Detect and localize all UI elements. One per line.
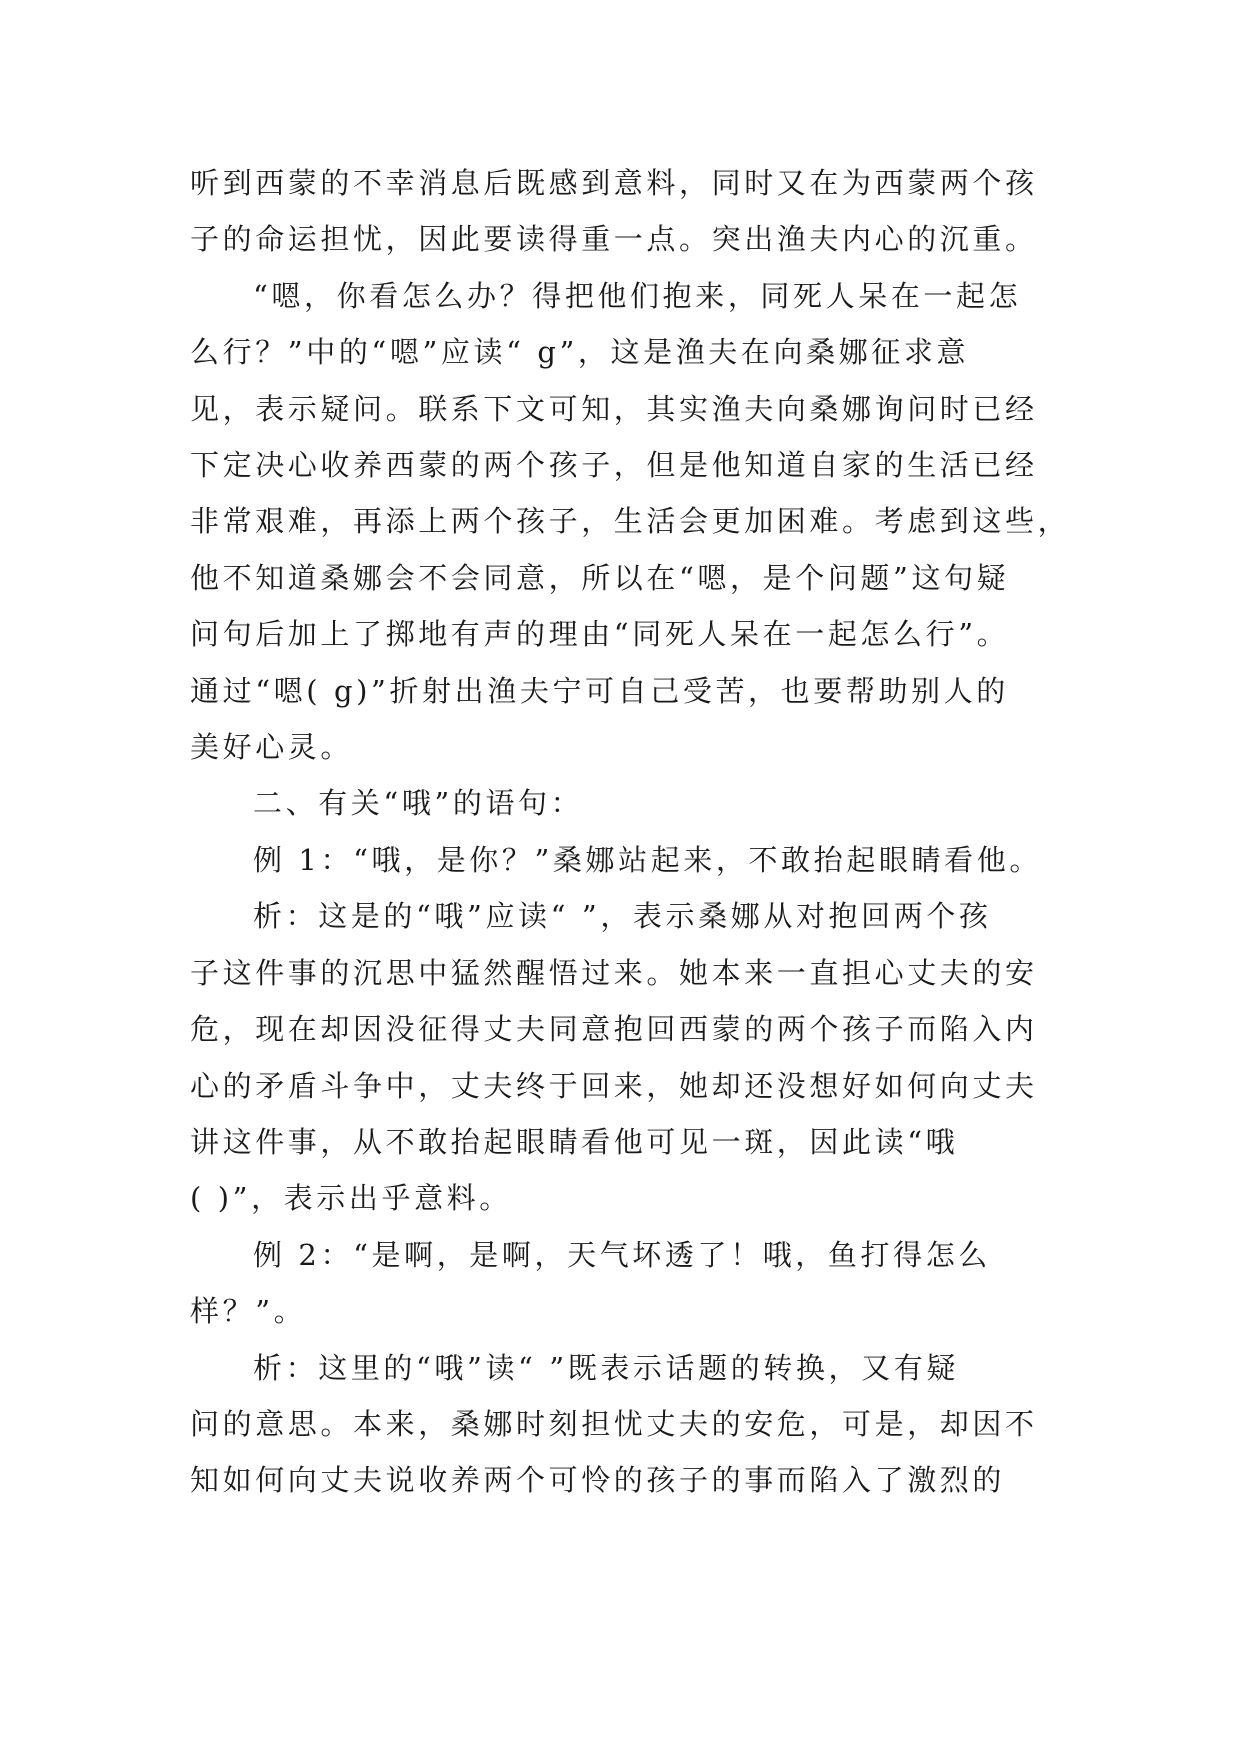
text-line: 听到西蒙的不幸消息后既感到意料，同时又在为西蒙两个孩 <box>190 166 1038 200</box>
text-line: 他不知道桑娜会不会同意，所以在“嗯，是个问题”这句疑 <box>190 560 1010 595</box>
text-line: 见，表示疑问。联系下文可知，其实渔夫向桑娜询问时已经 <box>190 391 1038 426</box>
text-line: ( )”，表示出乎意料。 <box>190 1181 512 1216</box>
text-line: 例 1：“哦，是你？”桑娜站起来，不敢抬起眼睛看他。 <box>253 842 1042 877</box>
document-body <box>190 155 1071 1509</box>
text-line: 析：这是的“哦”应读“ ”，表示桑娜从对抱回两个孩 <box>253 899 992 934</box>
text-line: 下定决心收养西蒙的两个孩子，但是他知道自家的生活已经 <box>190 448 1038 483</box>
text-line: 讲这件事，从不敢抬起眼睛看他可见一斑，因此读“哦 <box>190 1124 959 1159</box>
text-line: 通过“嗯( g)”折射出渔夫宁可自己受苦，也要帮助别人的 <box>190 673 1009 708</box>
text-line: 非常艰难，再添上两个孩子，生活会更加困难。考虑到这些， <box>190 504 1071 539</box>
text-line: 问句后加上了掷地有声的理由“同死人呆在一起怎么行”。 <box>190 617 1010 652</box>
text-line: 例 2：“是啊，是啊，天气坏透了！哦，鱼打得怎么 <box>253 1237 991 1272</box>
text-line: 子这件事的沉思中猛然醒悟过来。她本来一直担心丈夫的安 <box>190 955 1038 990</box>
text-line: 样？”。 <box>190 1294 307 1329</box>
text-line: 美好心灵。 <box>190 730 354 765</box>
text-line: 么行？”中的“嗯”应读“ g”，这是渔夫在向桑娜征求意 <box>190 335 970 370</box>
text-line: 问的意思。本来，桑娜时刻担忧丈夫的安危，可是，却因不 <box>190 1406 1038 1441</box>
section-heading: 二、有关“哦”的语句： <box>253 786 584 821</box>
text-line: 子的命运担忧，因此要读得重一点。突出渔夫内心的沉重。 <box>190 222 1038 257</box>
text-line: 心的矛盾斗争中，丈夫终于回来，她却还没想好如何向丈夫 <box>190 1068 1038 1103</box>
text-line: “嗯，你看怎么办？得把他们抱来，同死人呆在一起怎 <box>253 278 1022 313</box>
text-line: 危，现在却因没征得丈夫同意抱回西蒙的两个孩子而陷入内 <box>190 1012 1038 1047</box>
text-line: 析：这里的“哦”读“ ”既表示话题的转换，又有疑 <box>253 1350 959 1385</box>
text-line: 知如何向丈夫说收养两个可怜的孩子的事而陷入了激烈的 <box>190 1463 1006 1498</box>
